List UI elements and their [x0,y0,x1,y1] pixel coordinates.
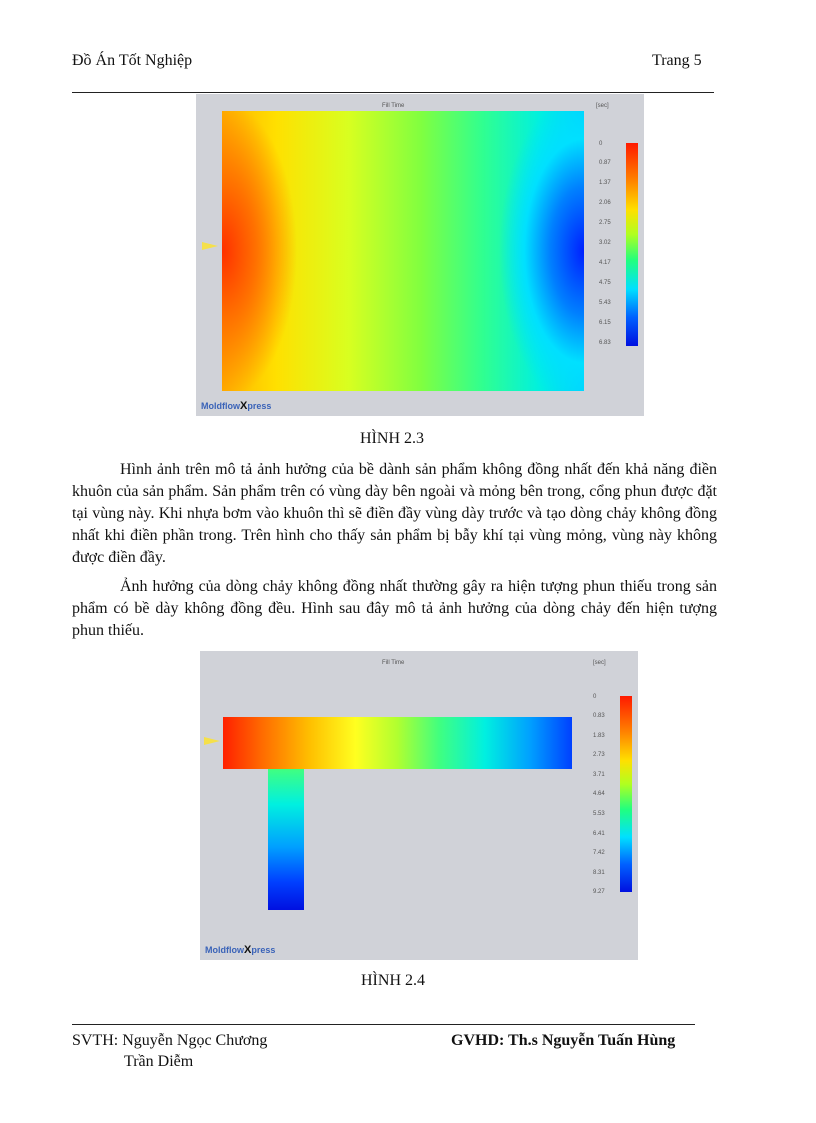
scale-tick: 4.75 [599,280,611,286]
scale-tick: 9.27 [593,889,605,895]
scale-tick: 0.87 [599,160,611,166]
header-rule [72,92,714,93]
scale-tick: 0.83 [593,713,605,719]
fill-time-plot [222,111,584,391]
scale-tick: 4.17 [599,260,611,266]
page-number: Trang 5 [652,52,702,69]
scale-unit: [sec] [596,103,609,109]
moldflow-logo: MoldflowXpress [201,400,272,412]
paragraph: Hình ảnh trên mô tả ảnh hưởng của bề dành sản phẩm không đồng nhất đến khả năng điền khuôn của sản phẩm. Sản phẩm trên có vùng dày bên ngoài và mỏng bên trong, cổng phun được đặt tại vùng này. Khi nhựa bơm vào khuôn thì sẽ điền đầy vùng dày trước và tạo dòng chảy không đồng nhất khi điền phần trong. Trên hình cho thấy sản phẩm bị bẫy khí tại vùng mỏng, vùng này không được điền đầy. [72,461,717,566]
gate-arrow-icon [204,737,220,745]
scale-tick: 0 [593,694,597,700]
scale-tick: 7.42 [593,850,605,856]
scale-tick: 8.31 [593,870,605,876]
figure-2-3 [196,94,644,416]
paragraph: Ảnh hưởng của dòng chảy không đồng nhất thường gây ra hiện tượng phun thiếu trong sản phẩm có bề dày không đồng đều. Hình sau đây mô tả ảnh hưởng của dòng chảy đến hiện tượng phun thiếu. [72,578,717,639]
scale-unit: [sec] [593,660,606,666]
footer-rule [72,1024,695,1025]
scale-tick: 6.83 [599,340,611,346]
moldflow-logo: MoldflowXpress [205,944,276,956]
color-scale-bar [626,143,638,346]
scale-tick: 5.53 [593,811,605,817]
gate-arrow-icon [202,242,218,250]
scale-tick: 1.37 [599,180,611,186]
scale-tick: 3.71 [593,772,605,778]
scale-tick: 1.83 [593,733,605,739]
scale-tick: 4.64 [593,791,605,797]
footer-student: SVTH: Nguyễn Ngọc Chương [72,1032,268,1049]
figure-2-4 [200,651,638,960]
figure-caption: HÌNH 2.3 [360,430,424,447]
figure-title: Fill Time [382,660,405,666]
scale-tick: 2.75 [599,220,611,226]
scale-tick: 2.73 [593,752,605,758]
color-scale-bar [620,696,632,892]
scale-tick: 0 [599,141,603,147]
scale-tick: 6.15 [599,320,611,326]
scale-tick: 6.41 [593,831,605,837]
scale-tick: 5.43 [599,300,611,306]
fill-time-plot-horizontal [223,717,572,769]
footer-student-2: Trần Diễm [124,1053,194,1070]
figure-title: Fill Time [382,103,405,109]
header-title: Đồ Án Tốt Nghiệp [72,52,193,69]
figure-caption: HÌNH 2.4 [361,972,425,989]
scale-tick: 2.06 [599,200,611,206]
scale-tick: 3.02 [599,240,611,246]
fill-time-plot-vertical [268,769,304,910]
footer-advisor: GVHD: Th.s Nguyễn Tuấn Hùng [451,1032,676,1049]
